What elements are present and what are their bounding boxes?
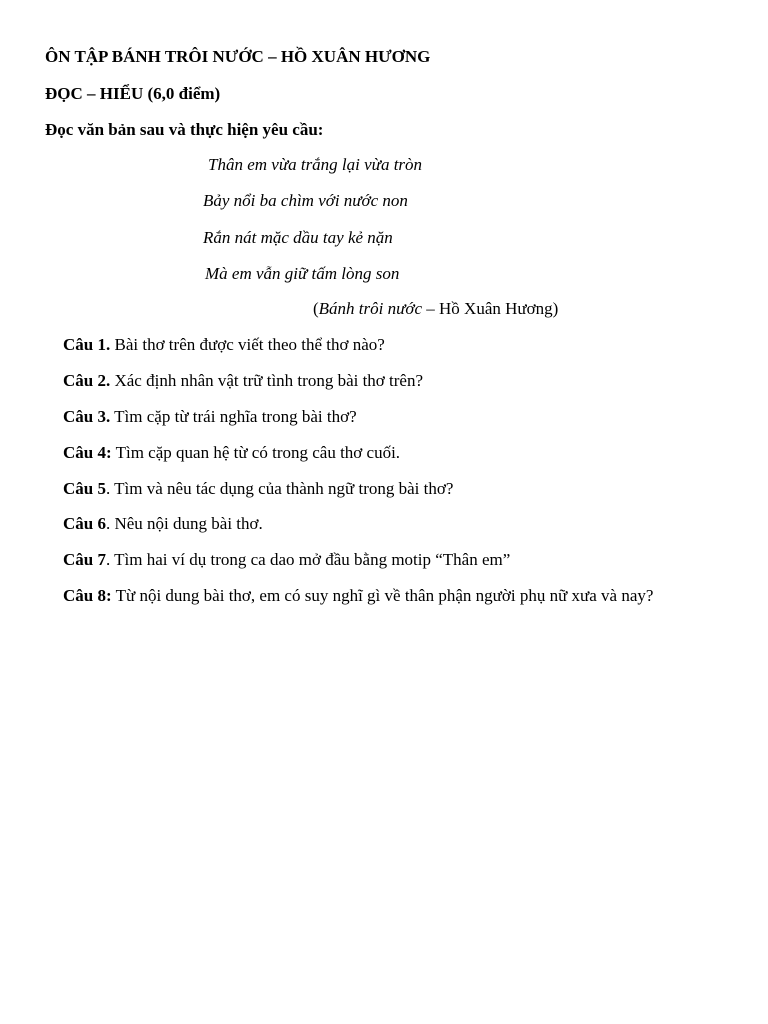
question-text: Từ nội dung bài thơ, em có suy nghĩ gì về thân phận người phụ nữ xưa và nay? <box>111 586 654 605</box>
instruction-text: Đọc văn bản sau và thực hiện yêu cầu: <box>45 120 324 139</box>
question-text: . Nêu nội dung bài thơ. <box>105 514 263 533</box>
question-5 <box>63 478 453 500</box>
question-text: . Tìm hai ví dụ trong ca dao mở đầu bằng motip “Thân em” <box>105 550 511 569</box>
question-2 <box>63 370 423 392</box>
question-text: Bài thơ trên được viết theo thể thơ nào? <box>110 335 385 354</box>
question-1 <box>63 334 385 356</box>
question-label: Câu 4: <box>63 443 112 462</box>
source-work-title: Bánh trôi nước <box>318 299 423 318</box>
question-8 <box>63 585 653 607</box>
question-text: . Tìm và nêu tác dụng của thành ngữ trong bài thơ? <box>105 479 454 498</box>
source-author: – Hồ Xuân Hương) <box>422 299 559 318</box>
question-label: Câu 8: <box>63 586 112 605</box>
question-label: Câu 2. <box>63 371 111 390</box>
question-4 <box>63 442 400 464</box>
question-text: Xác định nhân vật trữ tình trong bài thơ trên? <box>110 371 424 390</box>
question-label: Câu 6 <box>63 514 106 533</box>
question-label: Câu 3. <box>63 407 111 426</box>
question-3 <box>63 406 357 428</box>
poem-source <box>313 298 558 320</box>
question-label: Câu 1. <box>63 335 111 354</box>
question-7 <box>63 549 510 571</box>
section-heading: ĐỌC – HIỂU (6,0 điểm) <box>45 84 221 103</box>
question-label: Câu 7 <box>63 550 106 569</box>
document-title: ÔN TẬP BÁNH TRÔI NƯỚC – HỒ XUÂN HƯƠNG <box>45 47 431 66</box>
question-text: Tìm cặp quan hệ từ có trong câu thơ cuối. <box>111 443 401 462</box>
question-label: Câu 5 <box>63 479 106 498</box>
poem-line-1: Thân em vừa trắng lại vừa tròn <box>208 155 423 174</box>
source-open-paren: ( <box>313 299 319 318</box>
poem-line-4: Mà em vẫn giữ tấm lòng son <box>205 264 400 283</box>
poem-line-3: Rắn nát mặc dầu tay kẻ nặn <box>203 228 393 247</box>
poem-line-2: Bảy nổi ba chìm với nước non <box>203 191 408 210</box>
question-6 <box>63 513 263 535</box>
question-text: Tìm cặp từ trái nghĩa trong bài thơ? <box>110 407 357 426</box>
